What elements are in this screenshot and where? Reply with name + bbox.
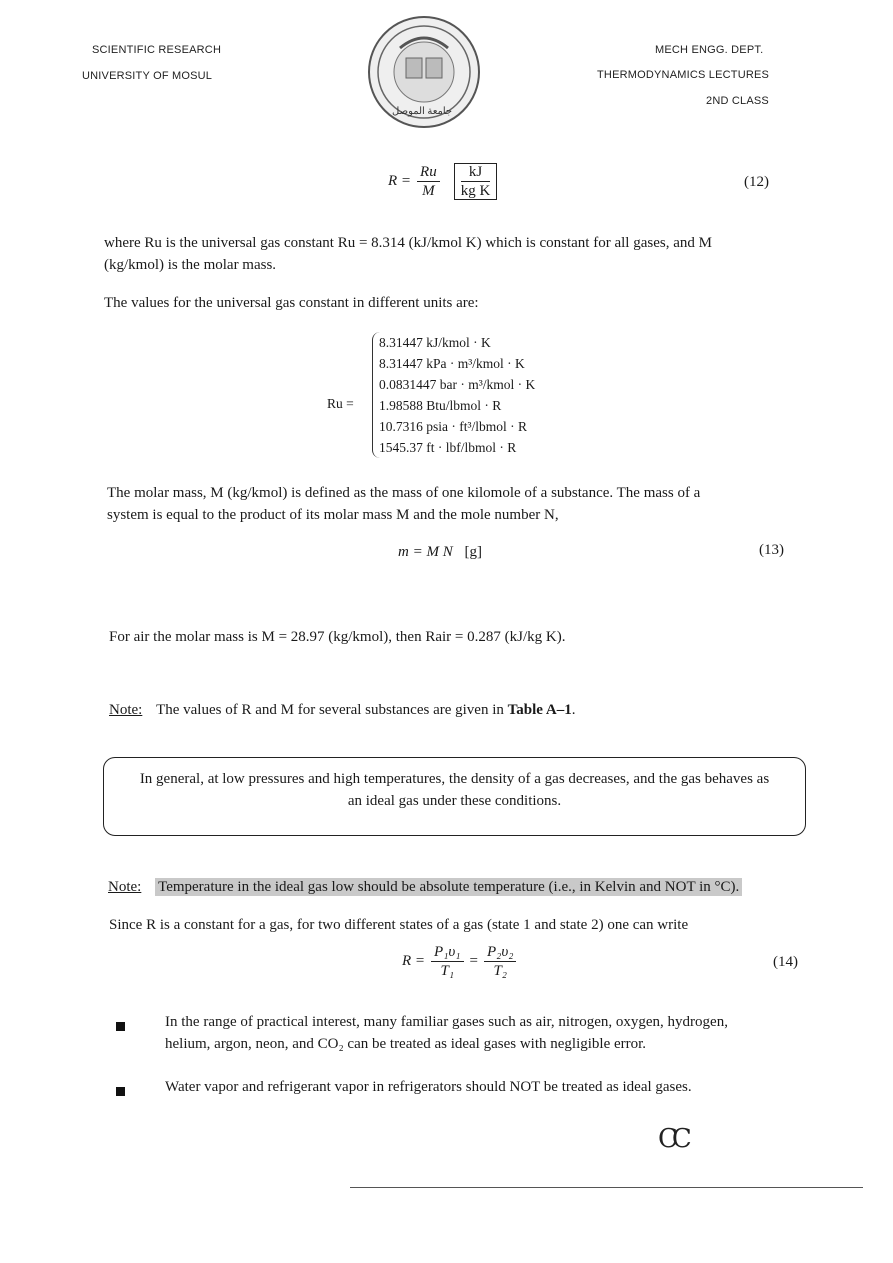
ideal-gas-callout-box xyxy=(103,757,806,836)
header-ministry: SCIENTIFIC RESEARCH xyxy=(92,44,222,56)
bullet-square-icon xyxy=(116,1087,125,1096)
callout-line2: an ideal gas under these conditions. xyxy=(347,793,562,809)
paragraph-gas-constant xyxy=(104,232,784,276)
equation-13 xyxy=(398,544,482,561)
paragraph-universal-values: The values for the universal gas constant in different units are: xyxy=(104,295,479,311)
eq12-unit-numerator: kJ xyxy=(461,163,491,182)
header-class: 2ND CLASS xyxy=(706,95,769,107)
eq14-lhs: R = xyxy=(402,953,426,969)
eq12-fraction xyxy=(417,163,440,200)
eq12-lhs: R = xyxy=(388,173,412,189)
note-label: Note: xyxy=(109,702,143,718)
eq12-unit-bracket xyxy=(454,163,498,200)
bullet-line: Water vapor and refrigerant vapor in refrigerators should NOT be treated as ideal gases. xyxy=(165,1079,692,1095)
equation-12-number: (12) xyxy=(744,174,769,190)
header-university: UNIVERSITY OF MOSUL xyxy=(82,70,213,82)
header-department: MECH ENGG. DEPT. xyxy=(655,44,764,56)
seal-text: جامعة الموصل xyxy=(392,106,453,117)
ru-value: 1545.37 ft · lbf/lbmol · R xyxy=(379,440,517,455)
bullet-line: In the range of practical interest, many familiar gases such as air, nitrogen, oxygen, hydrogen, xyxy=(165,1014,728,1030)
ru-value: 8.31447 kJ/kmol · K xyxy=(379,335,491,350)
paragraph-molar-mass xyxy=(107,482,797,526)
eq14-denominator-1: T₁ xyxy=(440,963,455,979)
eq14-numerator-2: P₂υ₂ xyxy=(484,943,516,962)
footer-rule xyxy=(350,1187,863,1188)
equation-14 xyxy=(402,943,516,980)
eq14-fraction-1 xyxy=(431,943,463,980)
eq13-expression: m = M N xyxy=(398,544,453,560)
note-end: . xyxy=(571,702,576,718)
paragraph-molar-mass-line2: system is equal to the product of its molar mass M and the mole number N, xyxy=(107,507,559,523)
note-label: Note: xyxy=(108,879,142,895)
paragraph-gas-constant-line1: where Ru is the universal gas constant Ru = 8.314 (kJ/kmol K) which is constant for all gases, and M xyxy=(104,235,712,251)
ru-value: 0.0831447 bar · m³/kmol · K xyxy=(379,377,536,392)
eq14-denominator-2: T₂ xyxy=(493,963,508,979)
eq12-unit xyxy=(461,163,491,200)
eq13-unit: [g] xyxy=(464,544,482,560)
bullet-square-icon xyxy=(116,1022,125,1031)
header-course: THERMODYNAMICS LECTURES xyxy=(597,69,770,81)
note-table-a1 xyxy=(109,699,575,721)
equation-12 xyxy=(388,163,497,200)
bullet-line: helium, argon, neon, and CO₂ can be treated as ideal gases with negligible error. xyxy=(165,1036,647,1052)
paragraph-air-molar-mass: For air the molar mass is M = 28.97 (kg/kmol), then Rair = 0.287 (kJ/kg K). xyxy=(109,629,566,645)
eq14-fraction-2 xyxy=(484,943,516,980)
eq12-denominator: M xyxy=(422,183,435,199)
note-text: The values of R and M for several substances are given in xyxy=(156,702,508,718)
note-absolute-temperature xyxy=(108,876,742,898)
signature-initials: CC xyxy=(658,1124,686,1154)
paragraph-gas-constant-line2: (kg/kmol) is the molar mass. xyxy=(104,257,277,273)
eq12-unit-denominator: kg K xyxy=(460,183,491,199)
bullet-water-vapor xyxy=(165,1076,805,1098)
ru-value: 10.7316 psia · ft³/lbmol · R xyxy=(379,419,528,434)
ru-value: 8.31447 kPa · m³/kmol · K xyxy=(379,356,525,371)
equation-14-number: (14) xyxy=(773,954,798,970)
paragraph-two-states: Since R is a constant for a gas, for two different states of a gas (state 1 and state 2) one can write xyxy=(109,917,689,933)
bullet-ideal-gases xyxy=(165,1011,805,1055)
eq14-numerator-1: P₁υ₁ xyxy=(431,943,463,962)
note-highlighted-text: Temperature in the ideal gas low should be absolute temperature (i.e., in Kelvin and NOT in °C). xyxy=(155,878,742,896)
eq14-equals: = xyxy=(469,953,478,969)
note-table-ref: Table A–1 xyxy=(507,702,572,718)
ru-label: Ru = xyxy=(327,396,354,411)
equation-13-number: (13) xyxy=(759,542,784,558)
callout-line1: In general, at low pressures and high temperatures, the density of a gas decreases, and the gas behaves as xyxy=(139,771,770,787)
eq12-numerator: Ru xyxy=(417,163,440,182)
paragraph-molar-mass-line1: The molar mass, M (kg/kmol) is defined as the mass of one kilomole of a substance. The mass of a xyxy=(107,485,701,501)
ru-value: 1.98588 Btu/lbmol · R xyxy=(379,398,502,413)
ru-values-list xyxy=(372,332,535,458)
